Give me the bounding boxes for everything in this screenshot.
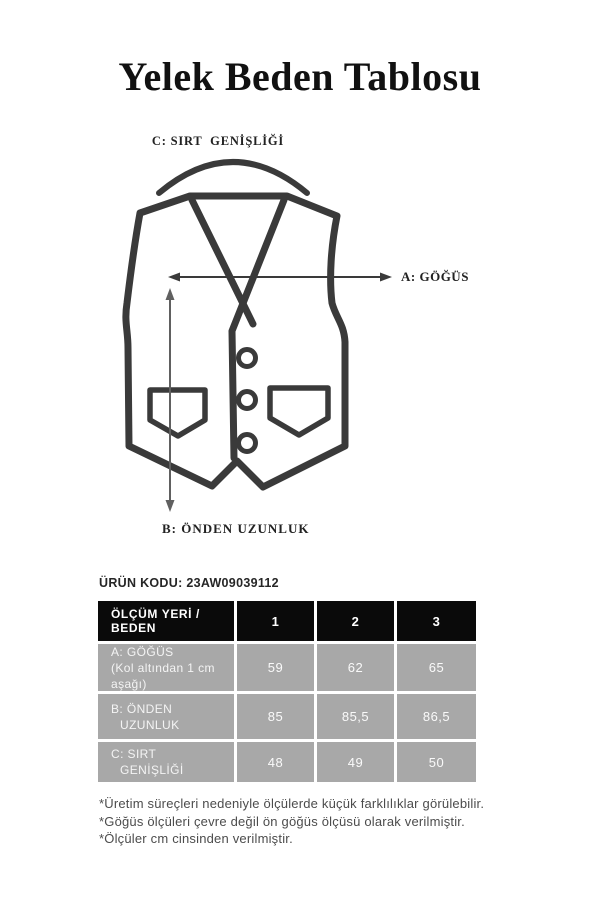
button-bottom xyxy=(239,435,256,452)
back-width-arc-line xyxy=(159,162,307,193)
chest-arrowhead-right xyxy=(380,273,392,282)
table-cell-chest-size2: 62 xyxy=(317,644,394,691)
footnote-production-variance: *Üretim süreçleri nedeniyle ölçülerde küçük farklılıklar görülebilir. xyxy=(99,796,485,811)
front-length-label: B: ÖNDEN UZUNLUK xyxy=(162,521,310,536)
button-top xyxy=(239,350,256,367)
table-cell-front-length-size3: 86,5 xyxy=(397,694,476,739)
table-cell-front-length-size2: 85,5 xyxy=(317,694,394,739)
table-cell-front-length-size1: 85 xyxy=(237,694,314,739)
footnote-cm-units: *Ölçüler cm cinsinden verilmiştir. xyxy=(99,831,293,846)
row-label-line1: B: ÖNDEN xyxy=(111,701,173,716)
table-row-label-back-width xyxy=(98,742,234,782)
product-code: ÜRÜN KODU: 23AW09039112 xyxy=(99,576,279,590)
row-label-line2: GENİŞLİĞİ xyxy=(120,763,184,777)
table-cell-back-width-size1: 48 xyxy=(237,742,314,782)
page-title: Yelek Beden Tablosu xyxy=(118,54,482,99)
table-row-label-front-length xyxy=(98,694,234,739)
row-label-line2: (Kol altından 1 cm aşağı) xyxy=(111,660,215,691)
row-label-line1: A: GÖĞÜS xyxy=(111,644,174,659)
size-table xyxy=(98,601,476,782)
row-label-line1: C: SIRT xyxy=(111,747,157,761)
back-width-label: C: SIRT GENİŞLİĞİ xyxy=(151,134,285,148)
table-cell-back-width-size3: 50 xyxy=(397,742,476,782)
table-header-measure-place: ÖLÇÜM YERİ / BEDEN xyxy=(98,601,234,641)
row-label-line2: UZUNLUK xyxy=(120,717,180,732)
table-header-size-2: 2 xyxy=(317,601,394,641)
table-cell-chest-size1: 59 xyxy=(237,644,314,691)
table-cell-back-width-size2: 49 xyxy=(317,742,394,782)
footnotes xyxy=(99,795,484,848)
front-length-arrowhead-bottom xyxy=(166,500,175,512)
table-header-size-3: 3 xyxy=(397,601,476,641)
table-cell-chest-size3: 65 xyxy=(397,644,476,691)
button-middle xyxy=(239,392,256,409)
chest-label: A: GÖĞÜS xyxy=(401,269,469,284)
footnote-chest-measurement: *Göğüs ölçüleri çevre değil ön göğüs ölçüsü olarak verilmiştir. xyxy=(99,813,465,829)
table-header-size-1: 1 xyxy=(237,601,314,641)
table-row-label-chest xyxy=(98,644,234,691)
